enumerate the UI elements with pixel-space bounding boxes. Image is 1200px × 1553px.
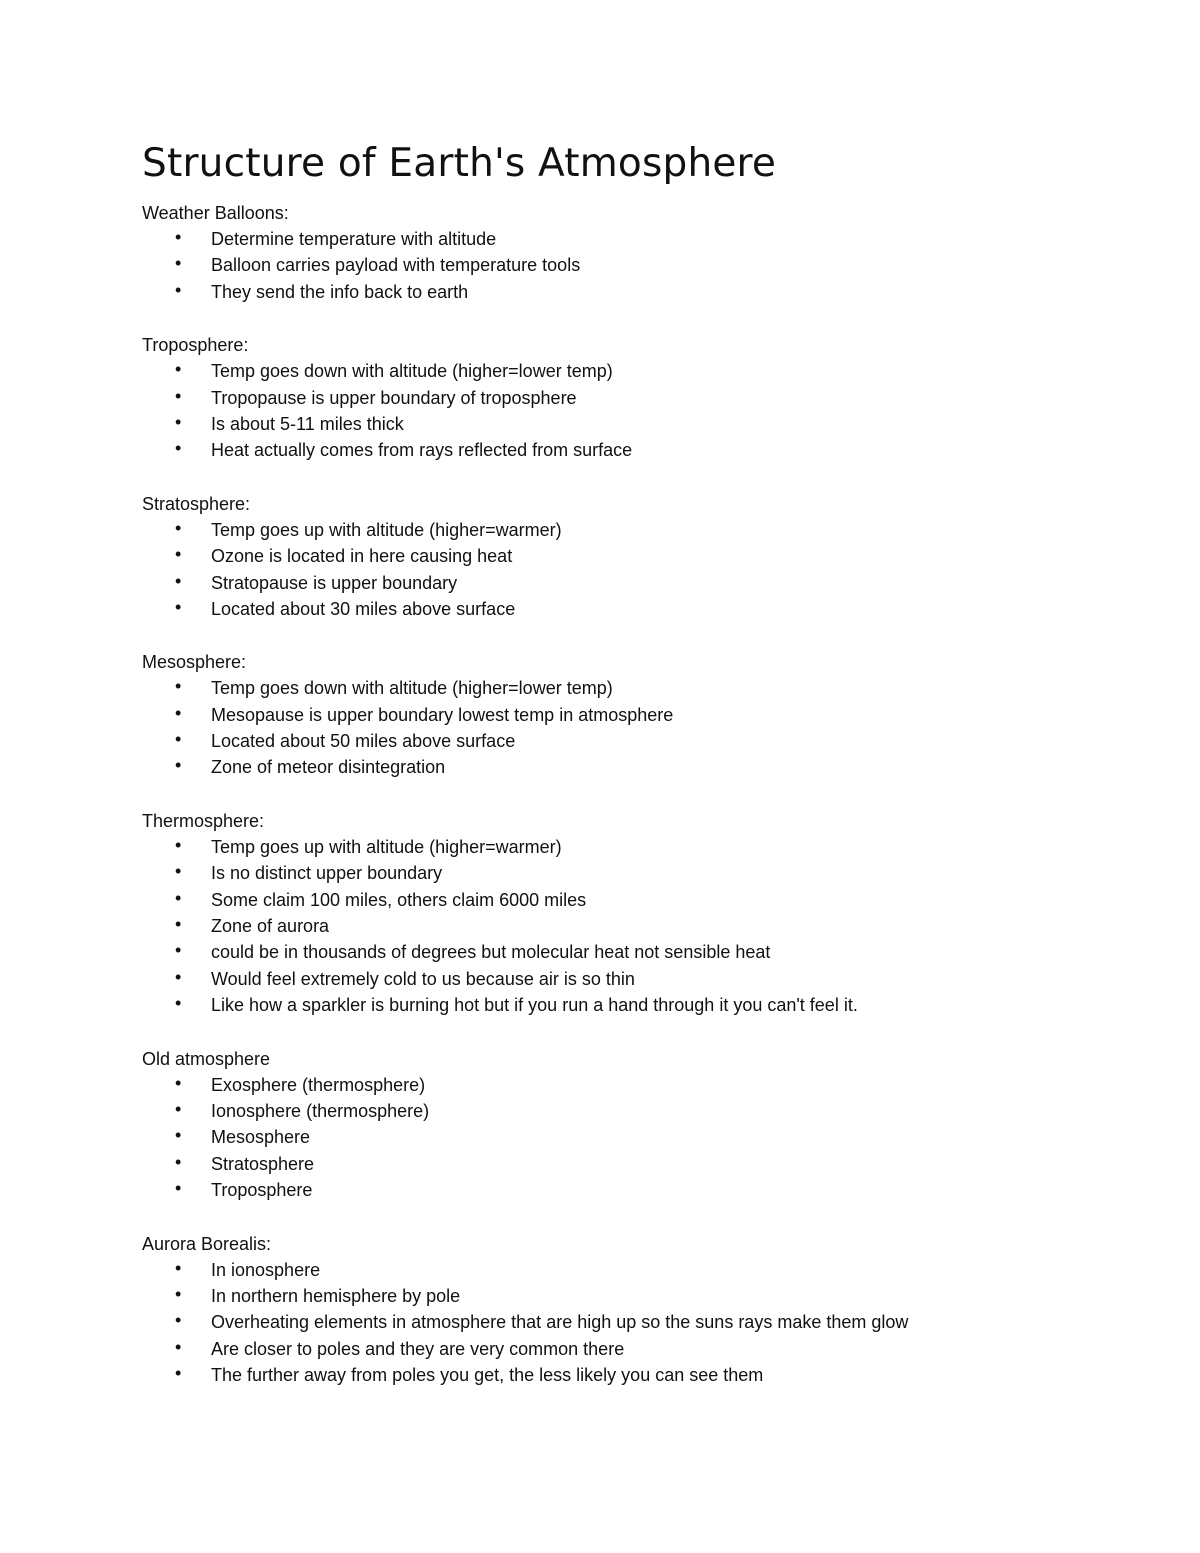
section-heading: Aurora Borealis: bbox=[142, 1233, 272, 1254]
bullet-icon: • bbox=[175, 1151, 182, 1172]
list-item-text: Ionosphere (thermosphere) bbox=[211, 1100, 430, 1121]
list-item-text: Is about 5-11 miles thick bbox=[211, 413, 404, 434]
list-item bbox=[142, 702, 1122, 728]
bullet-icon: • bbox=[175, 702, 182, 723]
bullet-icon: • bbox=[175, 359, 182, 380]
bullet-icon: • bbox=[175, 596, 182, 617]
list-item bbox=[142, 437, 1122, 463]
list-item-text: Zone of aurora bbox=[211, 916, 330, 937]
bullet-icon: • bbox=[175, 887, 182, 908]
list-item bbox=[142, 517, 1122, 543]
list-item bbox=[142, 675, 1122, 701]
bullet-icon: • bbox=[175, 834, 182, 855]
list-item bbox=[142, 1072, 1122, 1098]
list-item-text: Mesopause is upper boundary lowest temp in atmosphere bbox=[211, 704, 674, 725]
section bbox=[142, 491, 1122, 623]
list-item-text: Zone of meteor disintegration bbox=[211, 757, 446, 778]
list-item-text: Located about 50 miles above surface bbox=[211, 731, 516, 752]
list-item-text: In northern hemisphere by pole bbox=[211, 1285, 461, 1306]
bullet-list bbox=[142, 1257, 1122, 1389]
list-item-text: Temp goes up with altitude (higher=warmer) bbox=[211, 836, 562, 857]
list-item-text: Heat actually comes from rays reflected from surface bbox=[211, 440, 633, 461]
list-item bbox=[142, 966, 1122, 992]
list-item bbox=[142, 754, 1122, 780]
list-item bbox=[142, 860, 1122, 886]
list-item bbox=[142, 728, 1122, 754]
list-item-text: Like how a sparkler is burning hot but if you run a hand through it you can't feel it. bbox=[211, 995, 858, 1016]
list-item-text: Temp goes up with altitude (higher=warmer) bbox=[211, 519, 562, 540]
section bbox=[142, 1046, 1122, 1204]
document-page bbox=[142, 138, 1122, 1416]
bullet-icon: • bbox=[175, 914, 182, 935]
bullet-icon: • bbox=[175, 1072, 182, 1093]
bullet-icon: • bbox=[175, 1283, 182, 1304]
bullet-icon: • bbox=[175, 993, 182, 1014]
list-item-text: They send the info back to earth bbox=[211, 281, 469, 302]
list-item bbox=[142, 1151, 1122, 1177]
section-heading: Thermosphere: bbox=[142, 810, 265, 831]
list-item bbox=[142, 834, 1122, 860]
list-item-text: Overheating elements in atmosphere that are high up so the suns rays make them glow bbox=[211, 1312, 909, 1333]
list-item bbox=[142, 570, 1122, 596]
section bbox=[142, 200, 1122, 305]
list-item bbox=[142, 1283, 1122, 1309]
bullet-list bbox=[142, 675, 1122, 781]
bullet-icon: • bbox=[175, 676, 182, 697]
bullet-icon: • bbox=[175, 1098, 182, 1119]
bullet-icon: • bbox=[175, 253, 182, 274]
list-item bbox=[142, 1257, 1122, 1283]
list-item-text: Temp goes down with altitude (higher=lower temp) bbox=[211, 361, 613, 382]
list-item bbox=[142, 913, 1122, 939]
bullet-icon: • bbox=[175, 729, 182, 750]
bullet-icon: • bbox=[175, 385, 182, 406]
bullet-list bbox=[142, 517, 1122, 623]
bullet-icon: • bbox=[175, 517, 182, 538]
list-item-text: Located about 30 miles above surface bbox=[211, 598, 516, 619]
list-item-text: Some claim 100 miles, others claim 6000 miles bbox=[211, 889, 587, 910]
bullet-icon: • bbox=[175, 861, 182, 882]
section bbox=[142, 808, 1122, 1019]
list-item-text: In ionosphere bbox=[211, 1259, 321, 1280]
list-item-text: Troposphere bbox=[211, 1180, 313, 1201]
section bbox=[142, 332, 1122, 464]
section bbox=[142, 649, 1122, 781]
list-item-text: Stratopause is upper boundary bbox=[211, 572, 458, 593]
list-item bbox=[142, 411, 1122, 437]
bullet-icon: • bbox=[175, 279, 182, 300]
list-item bbox=[142, 1336, 1122, 1362]
list-item-text: could be in thousands of degrees but molecular heat not sensible heat bbox=[211, 942, 771, 963]
list-item-text: Tropopause is upper boundary of troposphere bbox=[211, 387, 577, 408]
section-heading: Old atmosphere bbox=[142, 1048, 271, 1069]
list-item-text: The further away from poles you get, the less likely you can see them bbox=[211, 1365, 764, 1386]
list-item-text: Balloon carries payload with temperature tools bbox=[211, 255, 581, 276]
list-item bbox=[142, 1098, 1122, 1124]
list-item-text: Are closer to poles and they are very common there bbox=[211, 1338, 625, 1359]
list-item bbox=[142, 1177, 1122, 1203]
bullet-icon: • bbox=[175, 1310, 182, 1331]
list-item bbox=[142, 992, 1122, 1018]
bullet-icon: • bbox=[175, 544, 182, 565]
bullet-icon: • bbox=[175, 411, 182, 432]
bullet-icon: • bbox=[175, 570, 182, 591]
page-title: Structure of Earth's Atmosphere bbox=[142, 141, 777, 186]
list-item-text: Temp goes down with altitude (higher=lower temp) bbox=[211, 678, 613, 699]
list-item bbox=[142, 1124, 1122, 1150]
section-heading: Weather Balloons: bbox=[142, 203, 289, 223]
list-item-text: Stratosphere bbox=[211, 1153, 315, 1174]
bullet-list bbox=[142, 1072, 1122, 1204]
bullet-list bbox=[142, 834, 1122, 1019]
bullet-icon: • bbox=[175, 1257, 182, 1278]
list-item-text: Would feel extremely cold to us because air is so thin bbox=[211, 968, 635, 989]
list-item bbox=[142, 279, 1122, 305]
bullet-icon: • bbox=[175, 227, 182, 247]
list-item bbox=[142, 543, 1122, 569]
section-heading: Troposphere: bbox=[142, 335, 249, 356]
sections-container bbox=[142, 200, 1122, 1389]
bullet-list bbox=[142, 226, 1122, 305]
list-item-text: Determine temperature with altitude bbox=[211, 229, 497, 249]
list-item bbox=[142, 226, 1122, 252]
list-item bbox=[142, 939, 1122, 965]
list-item bbox=[142, 887, 1122, 913]
section bbox=[142, 1231, 1122, 1389]
bullet-icon: • bbox=[175, 1125, 182, 1146]
list-item bbox=[142, 358, 1122, 384]
list-item-text: Mesosphere bbox=[211, 1127, 311, 1148]
bullet-list bbox=[142, 358, 1122, 464]
list-item bbox=[142, 596, 1122, 622]
bullet-icon: • bbox=[175, 1178, 182, 1199]
bullet-icon: • bbox=[175, 438, 182, 459]
section-heading: Mesosphere: bbox=[142, 652, 247, 673]
list-item bbox=[142, 1362, 1122, 1388]
bullet-icon: • bbox=[175, 966, 182, 987]
bullet-icon: • bbox=[175, 1363, 182, 1384]
section-heading: Stratosphere: bbox=[142, 493, 251, 514]
list-item-text: Is no distinct upper boundary bbox=[211, 863, 443, 884]
list-item bbox=[142, 385, 1122, 411]
list-item-text: Ozone is located in here causing heat bbox=[211, 546, 513, 567]
bullet-icon: • bbox=[175, 1336, 182, 1357]
list-item bbox=[142, 1309, 1122, 1335]
bullet-icon: • bbox=[175, 755, 182, 776]
list-item bbox=[142, 252, 1122, 278]
list-item-text: Exosphere (thermosphere) bbox=[211, 1074, 426, 1095]
bullet-icon: • bbox=[175, 940, 182, 961]
